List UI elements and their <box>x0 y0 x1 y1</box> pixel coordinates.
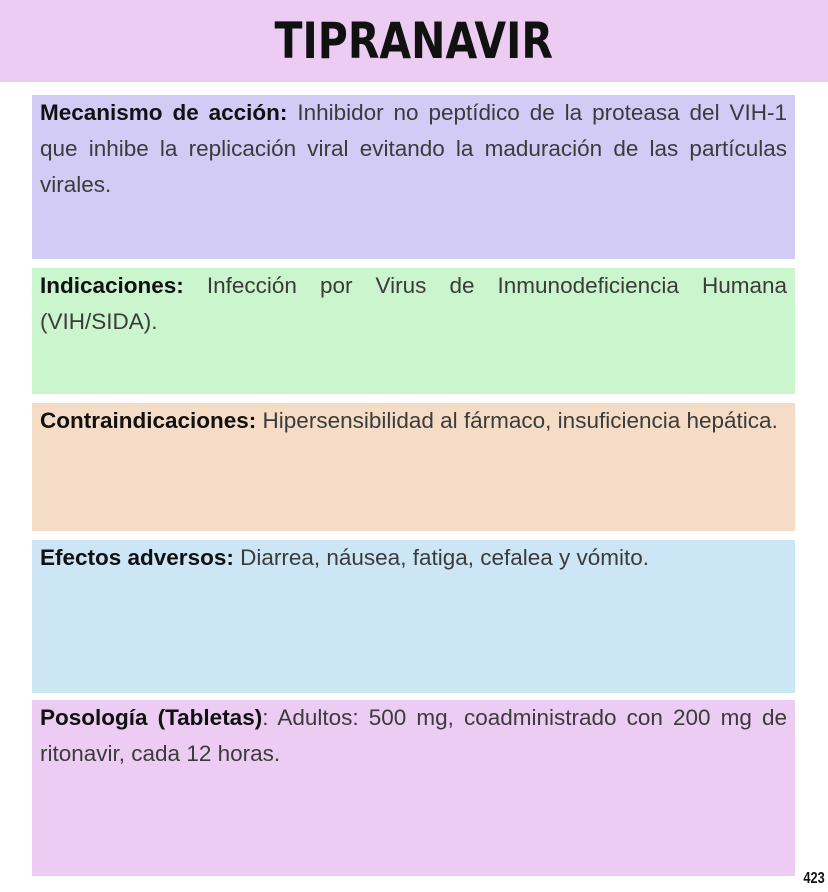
section-contraindicaciones <box>32 403 795 531</box>
section-mecanismo <box>32 95 795 259</box>
title-bar <box>0 0 828 82</box>
section-posologia <box>32 700 795 876</box>
section-label-contraindicaciones: Contraindicaciones: <box>40 408 257 433</box>
page-title: TIPRANAVIR <box>274 12 554 70</box>
section-label-indicaciones: Indicaciones: <box>40 273 184 298</box>
section-label-efectos-adversos: Efectos adversos: <box>40 545 234 570</box>
section-text-contraindicaciones: Hipersensibilidad al fármaco, insuficiencia hepática. <box>256 408 778 433</box>
section-efectos-adversos <box>32 540 795 693</box>
section-indicaciones <box>32 268 795 394</box>
section-text-efectos-adversos: Diarrea, náusea, fatiga, cefalea y vómito. <box>233 545 650 570</box>
section-label-mecanismo: Mecanismo de acción: <box>40 100 288 125</box>
section-label-posologia: Posología (Tabletas) <box>40 705 263 730</box>
section-text-posologia: : Adultos: 500 mg, coadministrado con 200 mg de ritonavir, cada 12 horas. <box>40 705 787 766</box>
page-number: 423 <box>803 870 825 887</box>
section-text-mecanismo: Inhibidor no peptídico de la proteasa del VIH-1 que inhibe la replicación viral evitando la maduración de las partículas virales. <box>40 100 787 197</box>
section-text-indicaciones: Infección por Virus de Inmunodeficiencia Humana (VIH/SIDA). <box>40 273 787 334</box>
